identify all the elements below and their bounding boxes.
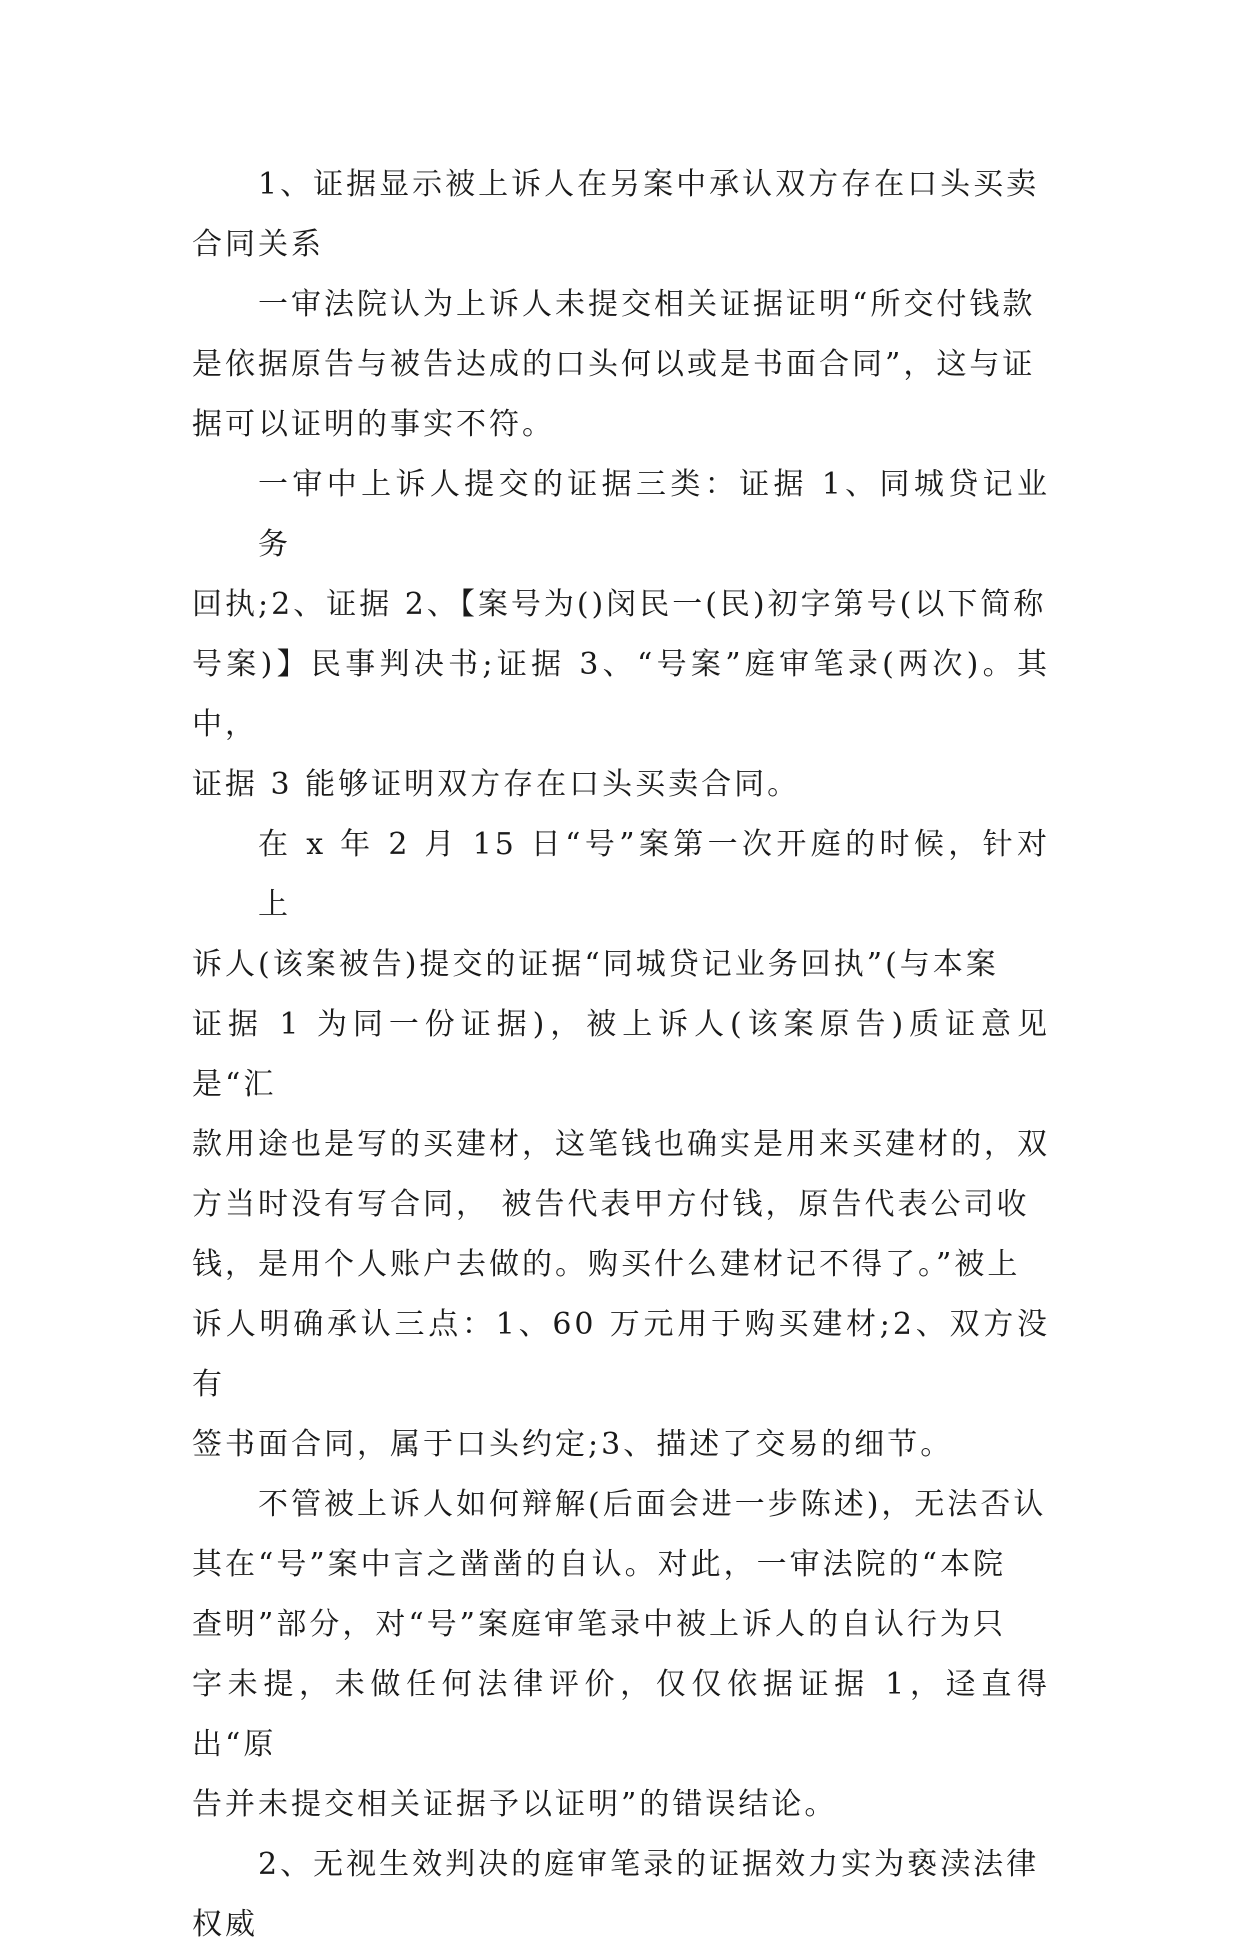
text-line: 在 x 年 2 月 15 日“号”案第一次开庭的时候，针对上 xyxy=(258,827,1050,922)
text-line: 告并未提交相关证据予以证明”的错误结论。 xyxy=(192,1787,838,1822)
text-line: 款用途也是写的买建材，这笔钱也确实是用来买建材的，双 xyxy=(192,1127,1050,1162)
text-line: 证据 3 能够证明双方存在口头买卖合同。 xyxy=(192,767,801,802)
text-line: 合同关系 xyxy=(192,227,324,262)
paragraph-evidence-list xyxy=(192,455,1050,815)
text-line: 查明”部分，对“号”案庭审笔录中被上诉人的自认行为只 xyxy=(192,1607,1007,1642)
text-line: 1、证据显示被上诉人在另案中承认双方存在口头买卖 xyxy=(258,167,1040,202)
paragraph-heading-1 xyxy=(192,155,1050,275)
text-line: 据可以证明的事实不符。 xyxy=(192,407,555,442)
text-line: 诉人明确承认三点：1、60 万元用于购买建材;2、双方没有 xyxy=(192,1307,1050,1402)
text-line: 是依据原告与被告达成的口头何以或是书面合同”，这与证 xyxy=(192,347,1036,382)
paragraph-self-admission xyxy=(192,1475,1050,1835)
text-line: 其在“号”案中言之凿凿的自认。对此，一审法院的“本院 xyxy=(192,1547,1007,1582)
text-line: 钱，是用个人账户去做的。购买什么建材记不得了。”被上 xyxy=(192,1247,1021,1282)
text-line: 一审法院认为上诉人未提交相关证据证明“所交付钱款 xyxy=(258,287,1036,322)
document-body xyxy=(192,155,1050,1955)
paragraph-heading-2 xyxy=(192,1835,1050,1955)
text-line: 字未提，未做任何法律评价，仅仅依据证据 1，迳直得出“原 xyxy=(192,1667,1050,1762)
paragraph-first-instance-finding xyxy=(192,275,1050,455)
text-line: 号案)】民事判决书;证据 3、“号案”庭审笔录(两次)。其中， xyxy=(192,647,1050,742)
paragraph-hearing-testimony xyxy=(192,815,1050,1475)
text-line: 权威 xyxy=(192,1907,258,1942)
text-line: 诉人(该案被告)提交的证据“同城贷记业务回执”(与本案 xyxy=(192,947,999,982)
text-line: 一审中上诉人提交的证据三类：证据 1、同城贷记业务 xyxy=(258,467,1050,562)
text-line: 方当时没有写合同， 被告代表甲方付钱，原告代表公司收 xyxy=(192,1187,1030,1222)
text-line: 2、无视生效判决的庭审笔录的证据效力实为亵渎法律 xyxy=(258,1847,1040,1882)
text-line: 签书面合同，属于口头约定;3、描述了交易的细节。 xyxy=(192,1427,954,1462)
text-line: 不管被上诉人如何辩解(后面会进一步陈述)，无法否认 xyxy=(258,1487,1047,1522)
text-line: 证据 1 为同一份证据)，被上诉人(该案原告)质证意见是“汇 xyxy=(192,1007,1050,1102)
text-line: 回执;2、证据 2、【案号为()闵民一(民)初字第号(以下简称 xyxy=(192,587,1047,622)
